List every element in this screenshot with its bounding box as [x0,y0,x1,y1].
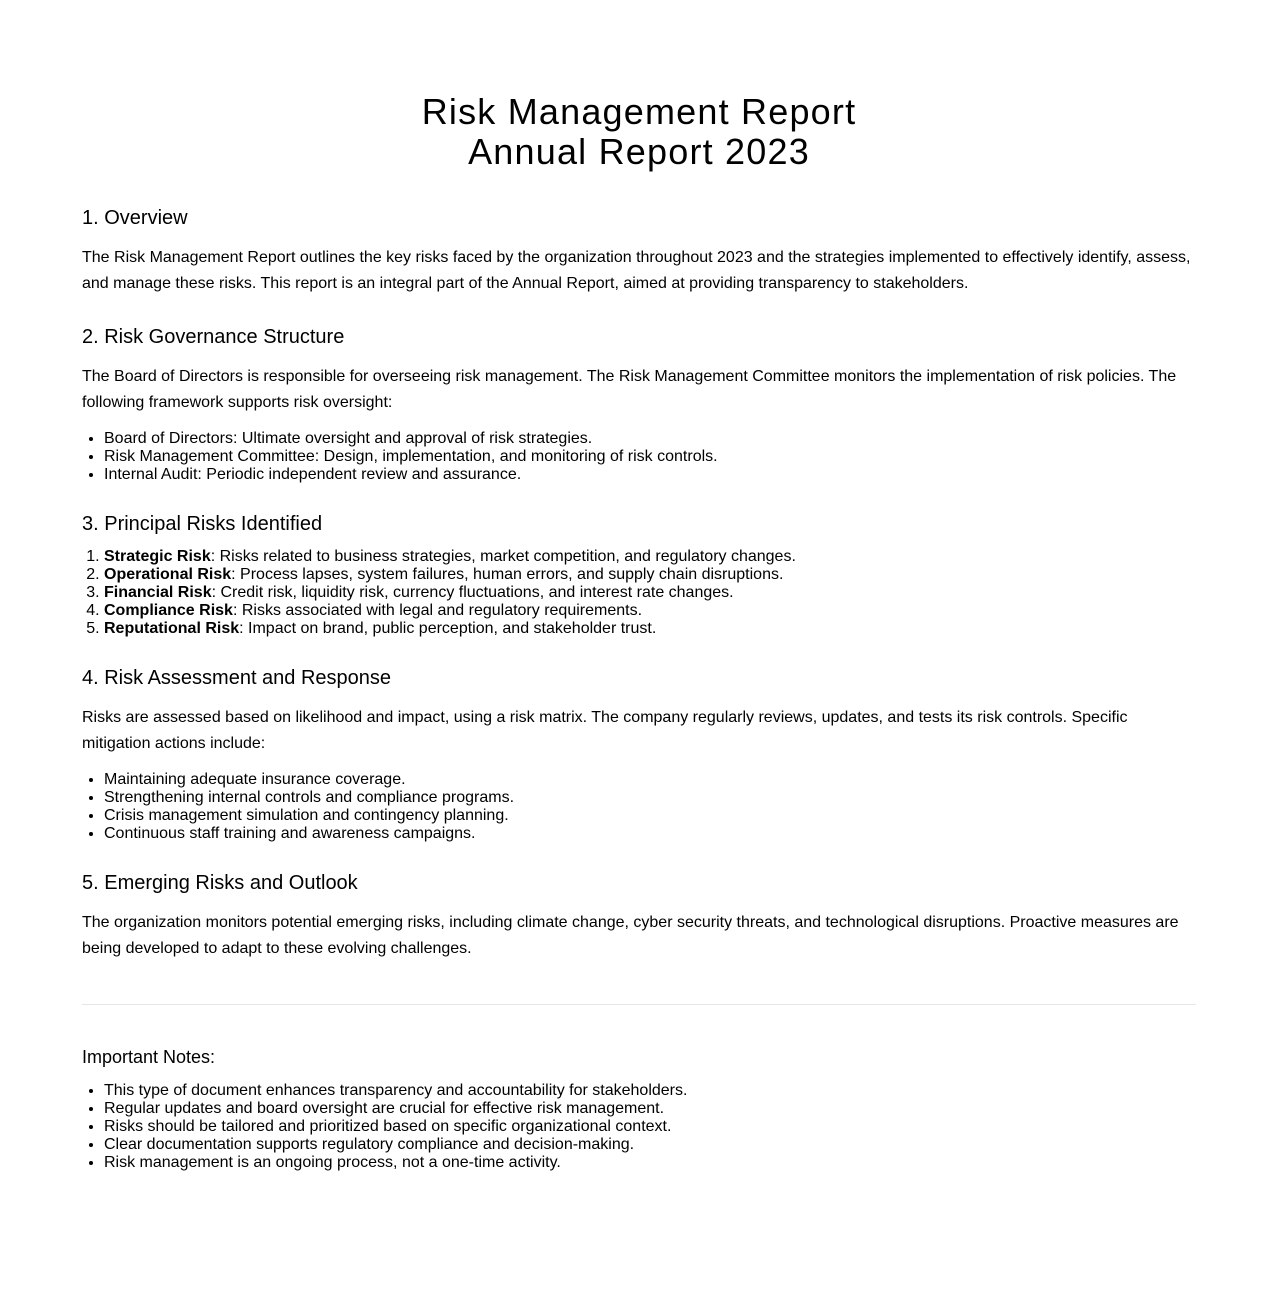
section-heading: 4. Risk Assessment and Response [82,667,392,689]
section-heading: 2. Risk Governance Structure [82,326,345,348]
report-page [82,0,1196,1172]
section-assessment [82,666,1196,843]
section-governance [82,325,1196,484]
risk-description: : Risks associated with legal and regulatory requirements. [232,602,643,619]
list-item [104,620,1196,638]
risk-name: Operational Risk [104,566,232,583]
report-title-line2: Annual Report 2023 [468,131,810,172]
list-item: • Risk Management Committee: Design, implementation, and monitoring of risk controls. [104,448,1196,466]
section-paragraph: Risks are assessed based on likelihood and impact, using a risk matrix. The company regularly reviews, updates, and tests its risk controls. Specific mitigation actions include: [82,709,1128,752]
section-paragraph: The organization monitors potential emerging risks, including climate change, cyber security threats, and technological disruptions. Proactive measures are being developed to adapt to these evolving challenges. [82,914,1179,957]
section-heading: 5. Emerging Risks and Outlook [82,872,358,894]
mitigation-list [82,771,1196,843]
section-paragraph: The Risk Management Report outlines the key risks faced by the organization throughout 2023 and the strategies implemented to effectively identify, assess, and manage these risks. This report is an integral part of the Annual Report, aimed at providing transparency to stakeholders. [82,249,1191,292]
list-item [104,602,1196,620]
section-overview [82,206,1196,297]
list-item [104,566,1196,584]
section-paragraph: The Board of Directors is responsible for overseeing risk management. The Risk Management Committee monitors the implementation of risk policies. The following framework supports risk oversight: [82,368,1177,411]
list-item: • Clear documentation supports regulatory compliance and decision-making. [104,1136,1196,1154]
list-item: • Maintaining adequate insurance coverage. [104,771,1196,789]
risk-description: : Credit risk, liquidity risk, currency fluctuations, and interest rate changes. [211,584,734,601]
section-heading: 3. Principal Risks Identified [82,513,323,535]
risk-name: Reputational Risk [104,620,240,637]
risk-name: Strategic Risk [104,548,211,565]
list-item: • Strengthening internal controls and compliance programs. [104,789,1196,807]
list-item: • Continuous staff training and awareness campaigns. [104,825,1196,843]
list-item: • Risk management is an ongoing process, not a one-time activity. [104,1154,1196,1172]
list-item: • Regular updates and board oversight are crucial for effective risk management. [104,1100,1196,1118]
risk-description: : Process lapses, system failures, human errors, and supply chain disruptions. [231,566,784,583]
risk-name: Financial Risk [104,584,212,601]
governance-list [82,430,1196,484]
list-item [104,548,1196,566]
risk-description: : Impact on brand, public perception, and stakeholder trust. [239,620,657,637]
section-principal-risks [82,512,1196,638]
list-item: • Board of Directors: Ultimate oversight and approval of risk strategies. [104,430,1196,448]
list-item: • Risks should be tailored and prioritized based on specific organizational context. [104,1118,1196,1136]
list-item: • This type of document enhances transparency and accountability for stakeholders. [104,1082,1196,1100]
risk-name: Compliance Risk [104,602,233,619]
report-title-line1: Risk Management Report [421,91,857,132]
important-notes [82,1046,1196,1172]
list-item [104,584,1196,602]
list-item: • Crisis management simulation and contingency planning. [104,807,1196,825]
divider [82,1004,1196,1005]
principal-risks-list [82,548,1196,638]
report-title [82,92,1196,172]
list-item: • Internal Audit: Periodic independent review and assurance. [104,466,1196,484]
section-emerging-risks [82,871,1196,962]
section-heading: 1. Overview [82,207,188,229]
notes-list [82,1082,1196,1172]
risk-description: : Risks related to business strategies, market competition, and regulatory changes. [210,548,796,565]
notes-title: Important Notes: [82,1047,216,1067]
